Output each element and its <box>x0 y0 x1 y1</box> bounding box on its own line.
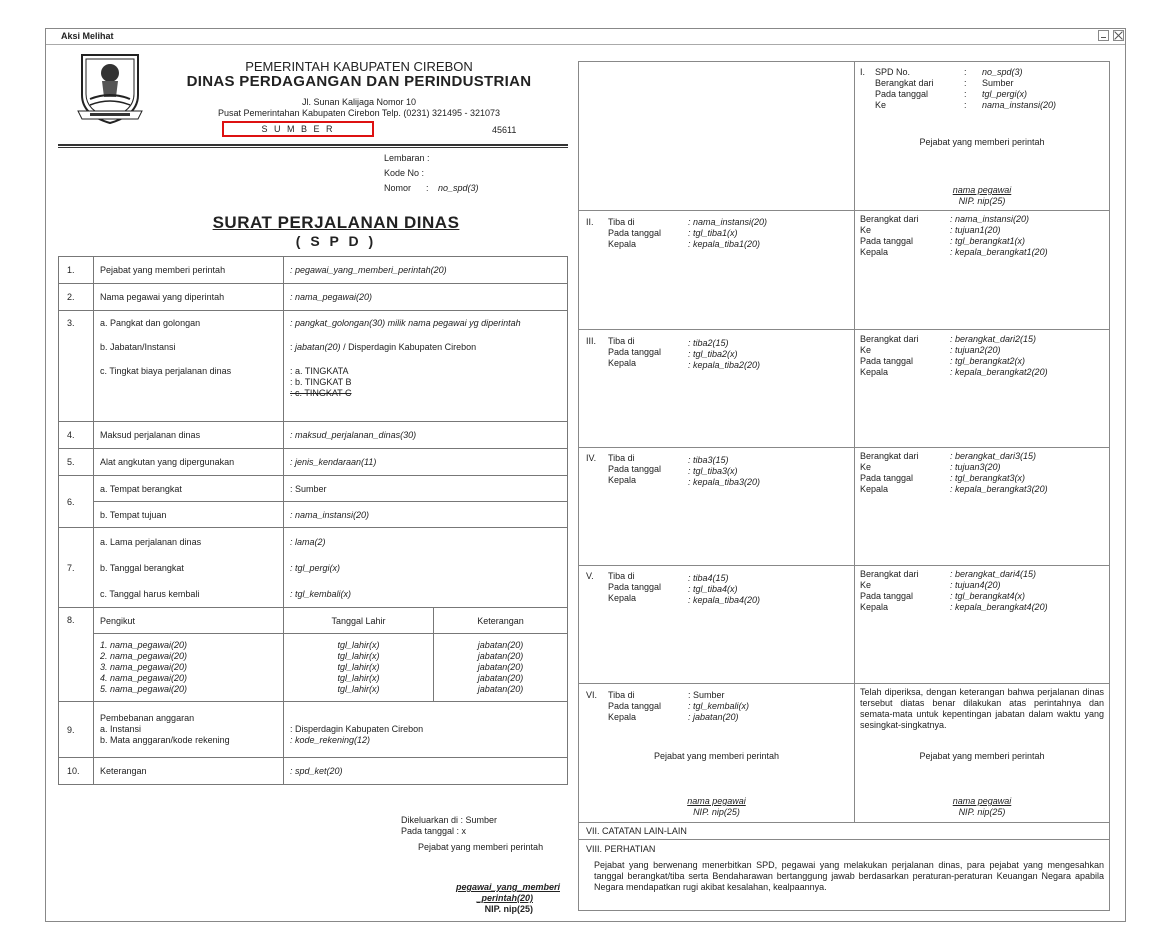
pejabat-title: Pejabat yang memberi perintah <box>418 842 544 852</box>
s1-sep: : <box>964 67 967 77</box>
s6-rnip: NIP. nip(25) <box>958 807 1006 817</box>
row-value-group <box>284 311 568 422</box>
tgl-berangkat-label: b. Tanggal berangkat <box>100 562 184 573</box>
s1-value: tgl_pergi(x) <box>982 89 1028 99</box>
s6-values <box>688 690 749 723</box>
table-row <box>59 284 568 311</box>
s4-rlabel: Ke <box>860 462 872 472</box>
row-no: 2. <box>59 284 94 311</box>
s1-label: Pada tanggal <box>875 89 929 99</box>
follower-dobs <box>284 634 434 702</box>
lama-value: : lama(2) <box>290 536 326 547</box>
header-line1: PEMERINTAH KABUPATEN CIREBON <box>245 59 473 74</box>
s3-label: Kepala <box>608 358 637 368</box>
s5-rlabel: Ke <box>860 580 872 590</box>
s2-rvalue: : tujuan1(20) <box>950 225 1001 235</box>
header-contact: Pusat Pemerintahan Kabupaten Cirebon Telp. (0231) 321495 - 321073 <box>217 108 501 118</box>
dikeluarkan: Dikeluarkan di : Sumber <box>401 815 498 825</box>
header-city: S U M B E R <box>222 121 374 137</box>
s1-values <box>982 67 1056 111</box>
s5-value: : tiba4(15) <box>688 573 729 583</box>
section-divider <box>578 447 1110 448</box>
s5-rlabel: Kepala <box>860 602 889 612</box>
tingkat-b: : b. TINGKAT B <box>290 377 352 387</box>
s4-rlabel: Pada tanggal <box>860 473 914 483</box>
s8-text: Pejabat yang berwenang menerbitkan SPD, pegawai yang melakukan perjalanan dinas, para pejabat yang mengesahkan tanggal berangkat/tiba serta Bendaharawan bertanggung jawab berdasarkan peraturan-peraturan Keuangan Negara apabila Negara mendapatkan rugi akibat kesalahan, kealpaannya. <box>594 860 1104 892</box>
table-row <box>59 758 568 785</box>
col-keterangan: Keterangan <box>434 608 568 634</box>
tingkat-a: : a. TINGKATA <box>290 366 349 376</box>
right-frame-left <box>578 61 579 910</box>
table-row <box>59 528 568 608</box>
kode-label: Kode No : <box>384 168 425 178</box>
tgl-kembali-label: c. Tanggal harus kembali <box>100 588 200 599</box>
s3-value: : kepala_tiba2(20) <box>688 360 761 370</box>
pejabat-name-2: _perintah(20) <box>476 893 533 903</box>
s1-labels <box>875 67 934 111</box>
follower-dob: tgl_lahir(x) <box>337 662 380 672</box>
mata-anggaran-label: b. Mata anggaran/kode rekening <box>100 735 230 745</box>
anggaran-values <box>284 702 568 758</box>
nomor-sep: : <box>426 183 429 193</box>
s1-label: Berangkat dari <box>875 78 934 88</box>
follower-dob: tgl_lahir(x) <box>337 684 380 694</box>
s1-label: Ke <box>875 100 887 110</box>
window-title: Aksi Melihat <box>61 31 114 41</box>
follower-note: jabatan(20) <box>477 640 524 650</box>
s2-rlabel: Ke <box>860 225 872 235</box>
follower-dob: tgl_lahir(x) <box>337 651 380 661</box>
table-row <box>59 476 568 502</box>
s7-label: VII. CATATAN LAIN-LAIN <box>586 826 687 836</box>
table-row <box>59 608 568 634</box>
row-label: Keterangan <box>94 758 284 785</box>
s3-label: Pada tanggal <box>608 347 662 357</box>
right-center-divider <box>854 61 855 822</box>
table-row <box>59 257 568 284</box>
row-label-group <box>94 311 284 422</box>
tempat-tujuan-value: : nama_instansi(20) <box>284 502 568 528</box>
s3-rlabel: Ke <box>860 345 872 355</box>
follower-names <box>94 634 284 702</box>
s1-roman: I. <box>860 67 866 77</box>
lama-label: a. Lama perjalanan dinas <box>100 536 202 547</box>
kode-rekening-value: : kode_rekening(12) <box>290 734 371 745</box>
s2-label: Kepala <box>608 239 637 249</box>
s3-label: Tiba di <box>608 336 635 346</box>
document-window <box>45 28 1126 922</box>
s6-value: : Sumber <box>688 690 725 700</box>
s6-name: nama pegawai <box>687 796 746 806</box>
section-divider <box>578 822 1110 823</box>
pejabat-nip: NIP. nip(25) <box>484 904 533 914</box>
jabatan-label: b. Jabatan/Instansi <box>100 342 176 352</box>
s5-label: Kepala <box>608 593 637 603</box>
pangkat-label: a. Pangkat dan golongan <box>100 318 201 328</box>
s6-rpejabat: Pejabat yang memberi perintah <box>919 751 1045 761</box>
s4-rlabel: Berangkat dari <box>860 451 919 461</box>
s2-rvalue: : tgl_berangkat1(x) <box>950 236 1026 246</box>
jabatan-prefix: : <box>290 342 296 352</box>
s4-value: : tgl_tiba3(x) <box>688 466 738 476</box>
table-row <box>59 449 568 476</box>
s4-rvalues <box>950 451 1048 495</box>
row-no: 3. <box>59 311 94 422</box>
tempat-berangkat-value: : Sumber <box>284 476 568 502</box>
follower-name: 2. nama_pegawai(20) <box>100 651 188 661</box>
tingkat-label: c. Tingkat biaya perjalanan dinas <box>100 366 232 376</box>
follower-name: 5. nama_pegawai(20) <box>100 684 188 694</box>
s2-rvalue: : kepala_berangkat1(20) <box>950 247 1048 257</box>
row-label: Nama pegawai yang diperintah <box>94 284 284 311</box>
s3-rvalues <box>950 334 1048 378</box>
s3-value: : tiba2(15) <box>688 338 729 348</box>
follower-name: 4. nama_pegawai(20) <box>100 673 188 683</box>
section-divider <box>578 839 1110 840</box>
s1-sep: : <box>964 100 967 110</box>
row-no: 5. <box>59 449 94 476</box>
follower-note: jabatan(20) <box>477 673 524 683</box>
s4-roman: IV. <box>586 453 597 463</box>
row-value: : jenis_kendaraan(11) <box>284 449 568 476</box>
section-divider <box>578 565 1110 566</box>
s1-sep: : <box>964 78 967 88</box>
row-label: Pejabat yang memberi perintah <box>94 257 284 284</box>
tingkat-c: : c. TINGKAT C <box>290 388 352 398</box>
row-no: 4. <box>59 422 94 449</box>
col-tgl-lahir: Tanggal Lahir <box>284 608 434 634</box>
s6-nip: NIP. nip(25) <box>693 807 740 817</box>
row-no: 9. <box>59 702 94 758</box>
section-divider <box>578 329 1110 330</box>
pangkat-value: : pangkat_golongan(30) milik nama pegawai yg diperintah <box>290 318 521 328</box>
s5-label: Tiba di <box>608 571 635 581</box>
nomor-value: no_spd(3) <box>438 183 479 193</box>
s4-values <box>688 455 760 488</box>
pada-tanggal: Pada tanggal : x <box>401 826 467 836</box>
s2-value: : kepala_tiba1(20) <box>688 239 761 249</box>
kabupaten-cirebon-emblem <box>76 51 144 127</box>
s5-rvalue: : tgl_berangkat4(x) <box>950 591 1026 601</box>
s4-label: Pada tanggal <box>608 464 662 474</box>
row-value: : maksud_perjalanan_dinas(30) <box>284 422 568 449</box>
header-address: Jl. Sunan Kalijaga Nomor 10 <box>301 97 417 107</box>
s4-label: Kepala <box>608 475 637 485</box>
row-no: 8. <box>59 608 94 702</box>
s1-sep: : <box>964 89 967 99</box>
s3-rvalue: : tgl_berangkat2(x) <box>950 356 1026 366</box>
row-value: : nama_pegawai(20) <box>284 284 568 311</box>
s2-label: Tiba di <box>608 217 635 227</box>
s2-value: : tgl_tiba1(x) <box>688 228 738 238</box>
follower-dob: tgl_lahir(x) <box>337 640 380 650</box>
table-row <box>59 702 568 758</box>
follower-notes <box>434 634 568 702</box>
s5-roman: V. <box>586 571 594 581</box>
follower-name: 3. nama_pegawai(20) <box>100 662 188 672</box>
s6-label: Kepala <box>608 712 637 722</box>
nomor-label: Nomor <box>384 183 412 193</box>
header-line2: DINAS PERDAGANGAN DAN PERINDUSTRIAN <box>186 73 532 90</box>
doc-title: SURAT PERJALANAN DINAS <box>212 213 460 232</box>
follower-name: 1. nama_pegawai(20) <box>100 640 188 650</box>
s5-value: : tgl_tiba4(x) <box>688 584 738 594</box>
jabatan-field: jabatan(20) <box>295 342 341 352</box>
s2-label: Pada tanggal <box>608 228 662 238</box>
instansi-value: : Disperdagin Kabupaten Cirebon <box>290 723 424 734</box>
window-titlebar <box>46 29 1125 45</box>
s4-label: Tiba di <box>608 453 635 463</box>
s2-roman: II. <box>586 217 594 227</box>
s2-rvalue: : nama_instansi(20) <box>950 214 1030 224</box>
row-label: Alat angkutan yang dipergunakan <box>94 449 284 476</box>
s3-roman: III. <box>586 336 597 346</box>
row-no: 7. <box>59 528 94 608</box>
s2-values <box>688 217 767 250</box>
s6-value: : tgl_kembali(x) <box>688 701 750 711</box>
s2-rvalues <box>950 214 1048 258</box>
tingkat-values <box>290 366 561 399</box>
top-bar <box>0 0 1165 14</box>
follower-note: jabatan(20) <box>477 651 524 661</box>
s4-rlabel: Kepala <box>860 484 889 494</box>
follower-dob: tgl_lahir(x) <box>337 673 380 683</box>
s3-rvalue: : berangkat_dari2(15) <box>950 334 1037 344</box>
s1-label: SPD No. <box>875 67 911 77</box>
s4-labels <box>608 453 661 486</box>
s3-value: : tgl_tiba2(x) <box>688 349 738 359</box>
s6-note: Telah diperiksa, dengan keterangan bahwa perjalanan dinas tersebut diatas benar dilakukan atas perintahnya dan semata-mata untuk kepentingan jabatan dalam waktu yang sesingkat-singkatnya. <box>860 687 1104 730</box>
s2-value: : nama_instansi(20) <box>688 217 768 227</box>
s5-values <box>688 573 760 606</box>
doc-subtitle: ( S P D ) <box>295 233 377 249</box>
s3-labels <box>608 336 661 369</box>
table-row <box>59 502 568 528</box>
s2-rlabel: Berangkat dari <box>860 214 919 224</box>
tgl-kembali-value: : tgl_kembali(x) <box>290 588 352 599</box>
s6-label: Pada tanggal <box>608 701 662 711</box>
tgl-berangkat-value: : tgl_pergi(x) <box>290 562 341 573</box>
s3-rvalue: : kepala_berangkat2(20) <box>950 367 1048 377</box>
pejabat-name-1: pegawai_yang_memberi <box>455 882 560 892</box>
s4-value: : tiba3(15) <box>688 455 729 465</box>
s5-rlabels <box>860 569 919 613</box>
s3-rlabel: Berangkat dari <box>860 334 919 344</box>
s3-rlabel: Pada tanggal <box>860 356 914 366</box>
row-value-group <box>284 528 568 608</box>
s2-labels <box>608 217 661 250</box>
anggaran-label: Pembebanan anggaran <box>100 713 195 723</box>
header-divider <box>58 144 568 146</box>
s3-values <box>688 338 760 371</box>
s2-rlabel: Kepala <box>860 247 889 257</box>
s1-pejabat: Pejabat yang memberi perintah <box>919 137 1045 147</box>
row-no: 6. <box>59 476 94 528</box>
right-frame-top <box>578 61 1110 62</box>
tempat-tujuan-label: b. Tempat tujuan <box>94 502 284 528</box>
tempat-berangkat-label: a. Tempat berangkat <box>94 476 284 502</box>
row-value: : spd_ket(20) <box>284 758 568 785</box>
row-label: Maksud perjalanan dinas <box>94 422 284 449</box>
s1-nip: NIP. nip(25) <box>958 196 1006 206</box>
header-divider-thin <box>58 147 568 148</box>
follower-note: jabatan(20) <box>477 662 524 672</box>
s2-rlabels <box>860 214 919 258</box>
row-no: 10. <box>59 758 94 785</box>
s4-rvalue: : tujuan3(20) <box>950 462 1001 472</box>
s4-value: : kepala_tiba3(20) <box>688 477 761 487</box>
table-row <box>59 311 568 422</box>
s1-seps <box>964 67 967 111</box>
anggaran-labels <box>94 702 284 758</box>
pengikut-label: Pengikut <box>94 608 284 634</box>
header-zip: 45611 <box>492 125 517 135</box>
s4-rvalue: : tgl_berangkat3(x) <box>950 473 1026 483</box>
spd-table <box>58 256 568 785</box>
s6-labels <box>608 690 661 723</box>
s1-name: nama pegawai <box>952 185 1012 195</box>
table-row <box>59 634 568 702</box>
jabatan-value <box>290 342 561 366</box>
table-row <box>59 422 568 449</box>
row-value: : pegawai_yang_memberi_perintah(20) <box>284 257 568 284</box>
s5-rvalue: : tujuan4(20) <box>950 580 1001 590</box>
s6-roman: VI. <box>586 690 598 700</box>
s5-label: Pada tanggal <box>608 582 662 592</box>
jabatan-suffix: / Disperdagin Kabupaten Cirebon <box>340 342 477 352</box>
right-frame-bottom <box>578 910 1110 911</box>
s3-rvalue: : tujuan2(20) <box>950 345 1001 355</box>
s3-rlabel: Kepala <box>860 367 889 377</box>
minimize-icon[interactable] <box>1098 30 1109 41</box>
s4-rvalue: : berangkat_dari3(15) <box>950 451 1037 461</box>
row-label-group <box>94 528 284 608</box>
s6-rname: nama pegawai <box>952 796 1012 806</box>
s1-value: Sumber <box>982 78 1014 88</box>
s3-rlabels <box>860 334 919 378</box>
instansi-label: a. Instansi <box>100 724 142 734</box>
s4-rvalue: : kepala_berangkat3(20) <box>950 484 1048 494</box>
s1-value: no_spd(3) <box>982 67 1023 77</box>
s6-pejabat: Pejabat yang memberi perintah <box>653 751 780 761</box>
s5-rvalue: : berangkat_dari4(15) <box>950 569 1037 579</box>
s5-labels <box>608 571 661 604</box>
s5-rvalues <box>950 569 1048 613</box>
section-divider <box>578 683 1110 684</box>
s1-value: nama_instansi(20) <box>982 100 1057 110</box>
s5-rlabel: Pada tanggal <box>860 591 914 601</box>
s2-rlabel: Pada tanggal <box>860 236 914 246</box>
s6-label: Tiba di <box>608 690 635 700</box>
s5-rlabel: Berangkat dari <box>860 569 919 579</box>
s8-label: VIII. PERHATIAN <box>586 844 656 854</box>
s5-value: : kepala_tiba4(20) <box>688 595 761 605</box>
row-no: 1. <box>59 257 94 284</box>
s5-rvalue: : kepala_berangkat4(20) <box>950 602 1048 612</box>
follower-note: jabatan(20) <box>477 684 524 694</box>
right-frame-right <box>1109 61 1110 910</box>
s4-rlabels <box>860 451 919 495</box>
s6-value: : jabatan(20) <box>688 712 739 722</box>
lembaran-label: Lembaran : <box>384 153 430 163</box>
section-divider <box>578 210 1110 211</box>
close-icon[interactable] <box>1113 30 1124 41</box>
